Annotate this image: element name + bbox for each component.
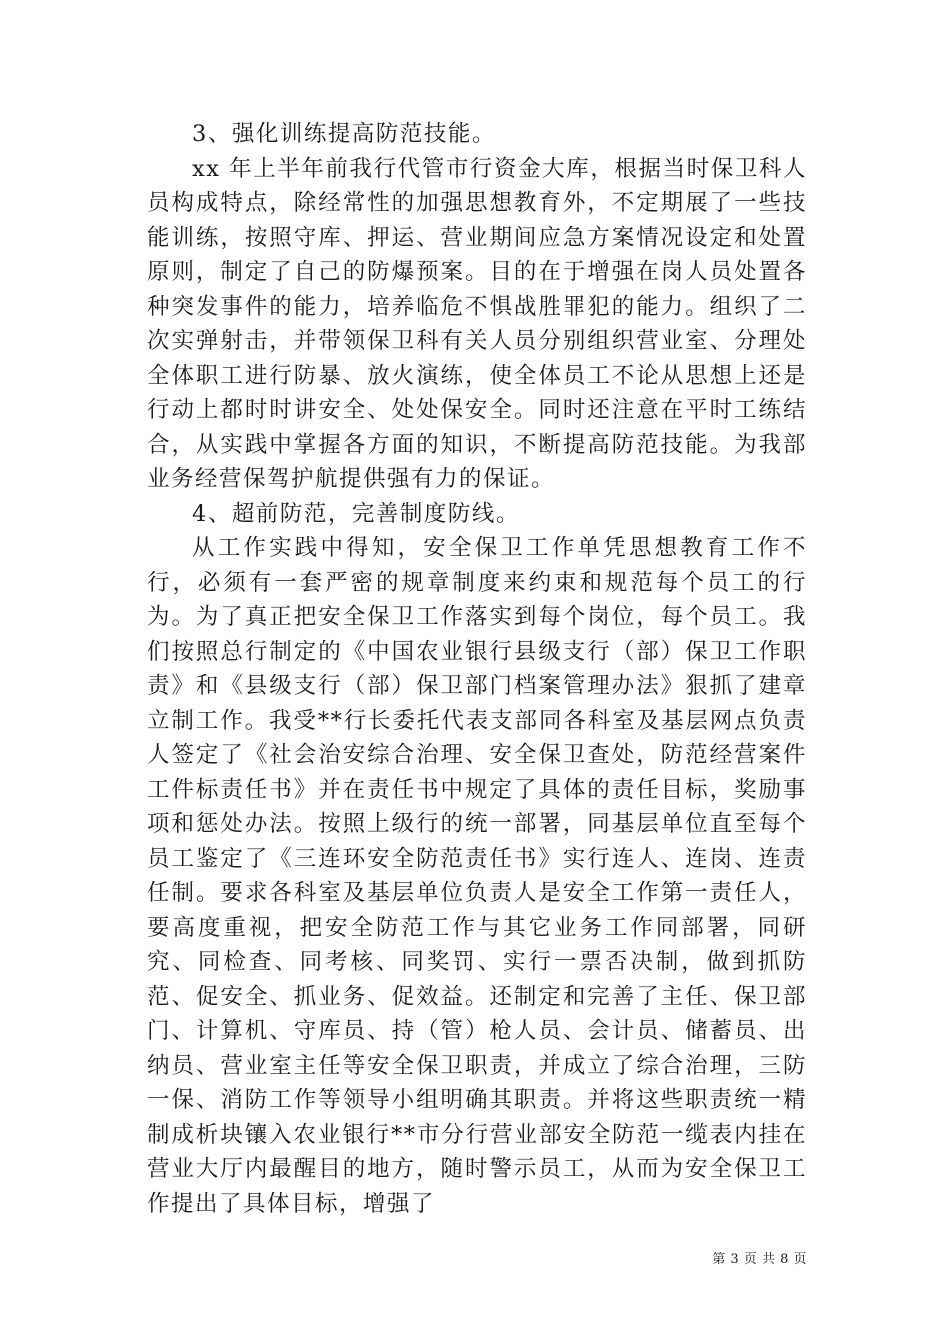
heading-item-4: 4、超前防范，完善制度防线。 — [192, 500, 520, 527]
paragraph-training: xx 年上半年前我行代管市行资金大库，根据当时保卫科人员构成特点，除经常性的加强思想教育外，不定期展了一些技能训练，按照守库、押运、营业期间应急方案情况设定和处置原则，制定了自己的防爆预案。目的在于增强在岗人员处置各种突发事件的能力，培养临危不惧战胜罪犯的能力。组织了二次实弹射击，并带领保卫科有关人员分别组织营业室、分理处全体职工进行防暴、放火演练，使全体员工不论从思想上还是行动上都时时讲安全、处处保安全。同时还注意在平时工练结合，从实践中掌握各方面的知识，不断提高防范技能。为我部业务经营保驾护航提供强有力的保证。 — [147, 155, 807, 492]
document-body — [147, 117, 807, 1221]
heading-item-3: 3、强化训练提高防范技能。 — [192, 121, 496, 147]
page-number: 第 3 页 共 8 页 — [712, 1252, 807, 1267]
paragraph-regulations: 从工作实践中得知，安全保卫工作单凭思想教育工作不行，必须有一套严密的规章制度来约束和规范每个员工的行为。为了真正把安全保卫工作落实到每个岗位，每个员工。我们按照总行制定的《中国农业银行县级支行（部）保卫工作职责》和《县级支行（部）保卫部门档案管理办法》狠抓了建章立制工作。我受**行长委托代表支部同各科室及基层网点负责人签定了《社会治安综合治理、安全保卫查处，防范经营案件工件标责任书》并在责任书中规定了具体的责任目标，奖励事项和惩处办法。按照上级行的统一部署，同基层单位直至每个员工鉴定了《三连环安全防范责任书》实行连人、连岗、连责任制。要求各科室及基层单位负责人是安全工作第一责任人，要高度重视，把安全防范工作与其它业务工作同部署，同研究、同检查、同考核、同奖罚、实行一票否决制，做到抓防范、促安全、抓业务、促效益。还制定和完善了主任、保卫部门、计算机、守库员、持（管）枪人员、会计员、储蓄员、出纳员、营业室主任等安全保卫职责，并成立了综合治理，三防一保、消防工作等领导小组明确其职责。并将这些职责统一精制成析块镶入农业银行**市分行营业部安全防范一缆表内挂在营业大厅内最醒目的地方，随时警示员工，从而为安全保卫工作提出了具体目标，增强了 — [147, 535, 807, 1217]
